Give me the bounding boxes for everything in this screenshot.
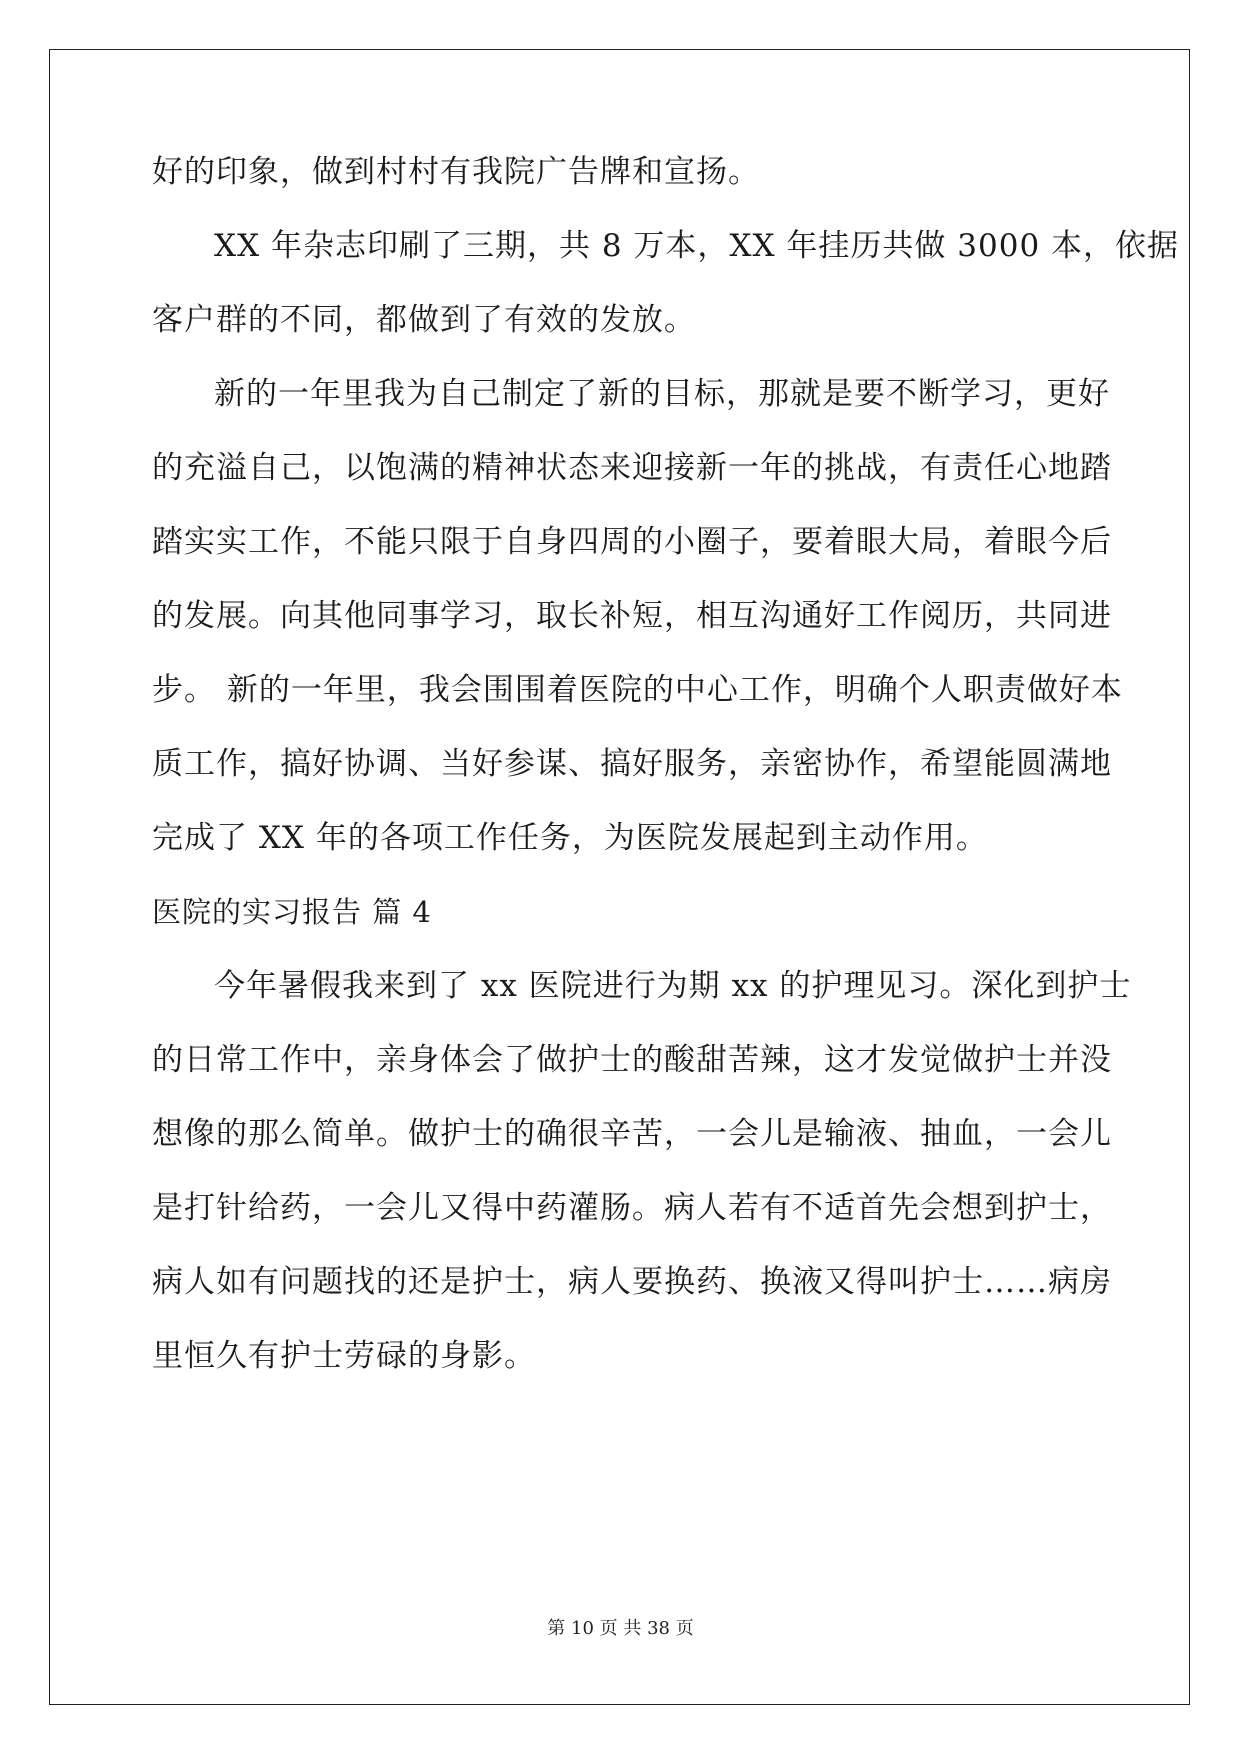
paragraph-line: 里恒久有护士劳碌的身影。 — [152, 1338, 536, 1374]
paragraph-line: 新的一年里我为自己制定了新的目标，那就是要不断学习，更好 — [214, 376, 1110, 412]
page-border — [49, 49, 1190, 1705]
section-heading: 医院的实习报告 篇 4 — [152, 895, 432, 929]
paragraph-line: 好的印象，做到村村有我院广告牌和宣扬。 — [152, 154, 760, 190]
paragraph-line: 完成了 XX 年的各项工作任务，为医院发展起到主动作用。 — [152, 820, 988, 856]
paragraph-line: 质工作，搞好协调、当好参谋、搞好服务，亲密协作，希望能圆满地 — [152, 746, 1112, 782]
paragraph-line: 的充溢自己，以饱满的精神状态来迎接新一年的挑战，有责任心地踏 — [152, 450, 1112, 486]
paragraph-line: 踏实实工作，不能只限于自身四周的小圈子，要着眼大局，着眼今后 — [152, 524, 1112, 560]
page-footer: 第 10 页 共 38 页 — [547, 1618, 694, 1639]
paragraph-line: 的发展。向其他同事学习，取长补短，相互沟通好工作阅历，共同进 — [152, 598, 1112, 634]
paragraph-line: 是打针给药，一会儿又得中药灌肠。病人若有不适首先会想到护士， — [152, 1190, 1112, 1226]
paragraph-line: 想像的那么简单。做护士的确很辛苦，一会儿是输液、抽血，一会儿 — [152, 1116, 1112, 1152]
paragraph-line: 今年暑假我来到了 xx 医院进行为期 xx 的护理见习。深化到护士 — [214, 968, 1132, 1004]
paragraph-line: 病人如有问题找的还是护士，病人要换药、换液又得叫护士……病房 — [152, 1264, 1112, 1300]
paragraph-line: 客户群的不同，都做到了有效的发放。 — [152, 302, 696, 338]
paragraph-line: XX 年杂志印刷了三期，共 8 万本，XX 年挂历共做 3000 本，依据 — [214, 228, 1180, 264]
paragraph-line: 步。 新的一年里，我会围围着医院的中心工作，明确个人职责做好本 — [152, 672, 1123, 708]
paragraph-line: 的日常工作中，亲身体会了做护士的酸甜苦辣，这才发觉做护士并没 — [152, 1042, 1112, 1078]
